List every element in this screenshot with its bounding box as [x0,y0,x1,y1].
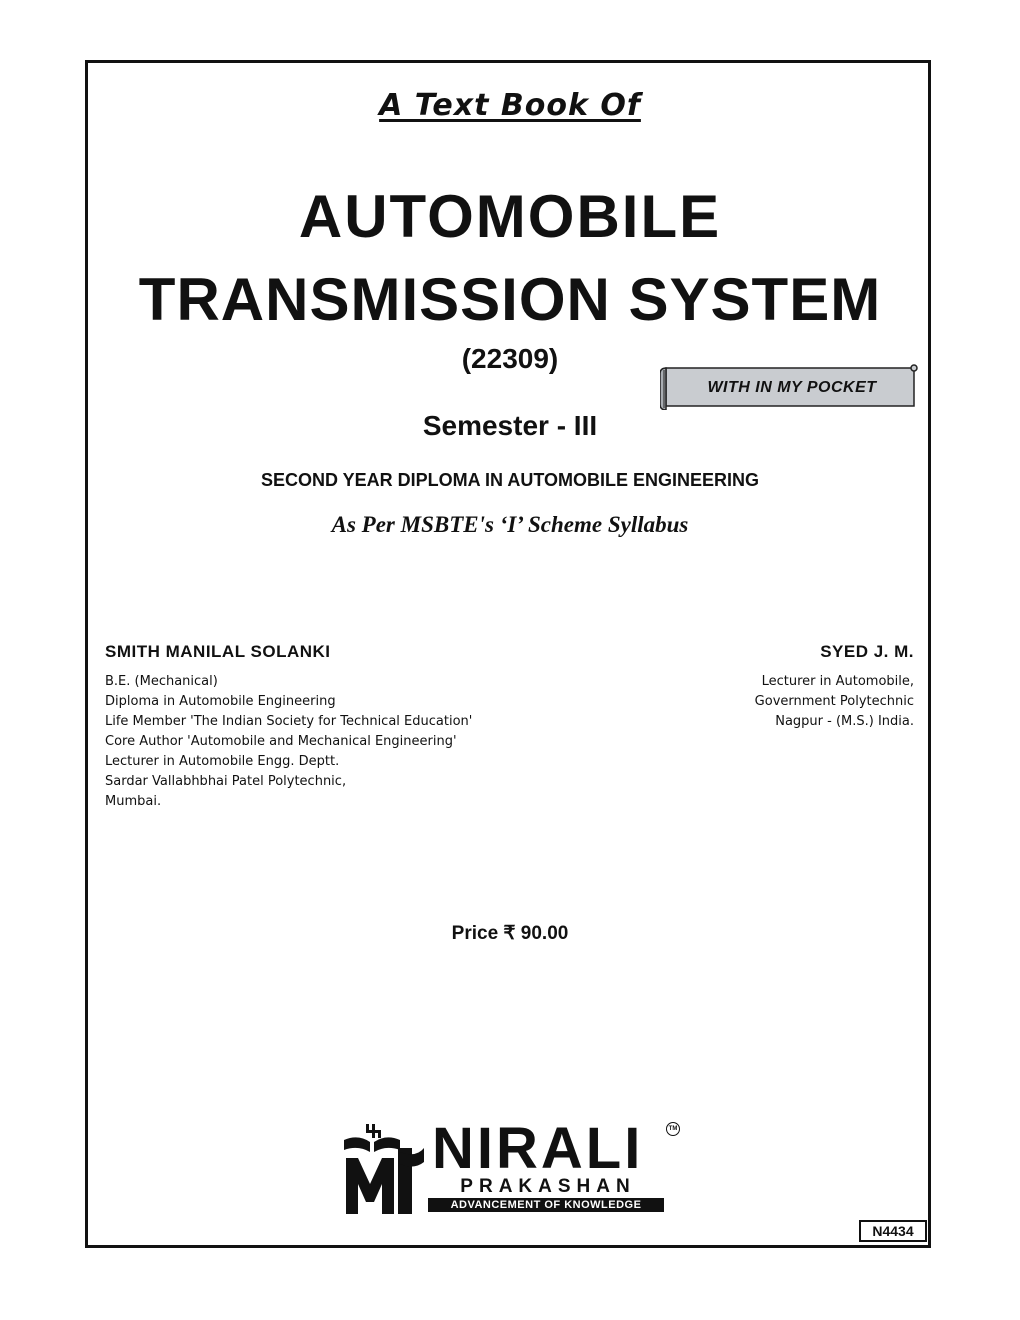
author-credential: Core Author 'Automobile and Mechanical Engineering' [105,734,457,749]
semester: Semester - III [422,410,598,441]
author-name: SMITH MANILAL SOLANKI [105,642,331,661]
author-primary [105,642,525,812]
author-credential: Mumbai. [105,794,162,809]
author-credential: B.E. (Mechanical) [105,674,218,689]
course-code: (22309) [461,343,559,374]
price: Price ₹ 90.00 [451,923,569,944]
syllabus-scheme: As Per MSBTE's ‘I’ Scheme Syllabus [331,512,689,537]
pre-title: A Text Book Of [379,88,641,123]
trademark-badge: TM [666,1122,680,1136]
publisher-subname: PRAKASHAN [460,1176,636,1197]
author-secondary [600,642,914,732]
author-credential: Sardar Vallabhbhai Patel Polytechnic, [105,774,347,789]
publisher-tagline: ADVANCEMENT OF KNOWLEDGE [428,1198,664,1212]
author-credential: Life Member 'The Indian Society for Technical Education' [105,714,473,729]
author-name: SYED J. M. [820,642,914,661]
author-credential: Lecturer in Automobile Engg. Deptt. [105,754,340,769]
pocket-badge-label: WITH IN MY POCKET [707,379,877,396]
book-title-line-1: AUTOMOBILE [298,183,722,250]
publisher-logo [340,1118,680,1218]
book-code: N4434 [859,1220,927,1242]
program-name: SECOND YEAR DIPLOMA IN AUTOMOBILE ENGINEERING [260,470,760,490]
author-credential: Government Polytechnic [754,694,914,709]
author-credential: Nagpur - (M.S.) India. [775,714,914,729]
publisher-name: NIRALI [432,1116,644,1181]
author-credential: Lecturer in Automobile, [761,674,914,689]
pocket-badge [660,364,918,408]
book-emblem-icon [340,1118,430,1218]
book-title-line-2: TRANSMISSION SYSTEM [138,266,882,333]
author-credential: Diploma in Automobile Engineering [105,694,336,709]
